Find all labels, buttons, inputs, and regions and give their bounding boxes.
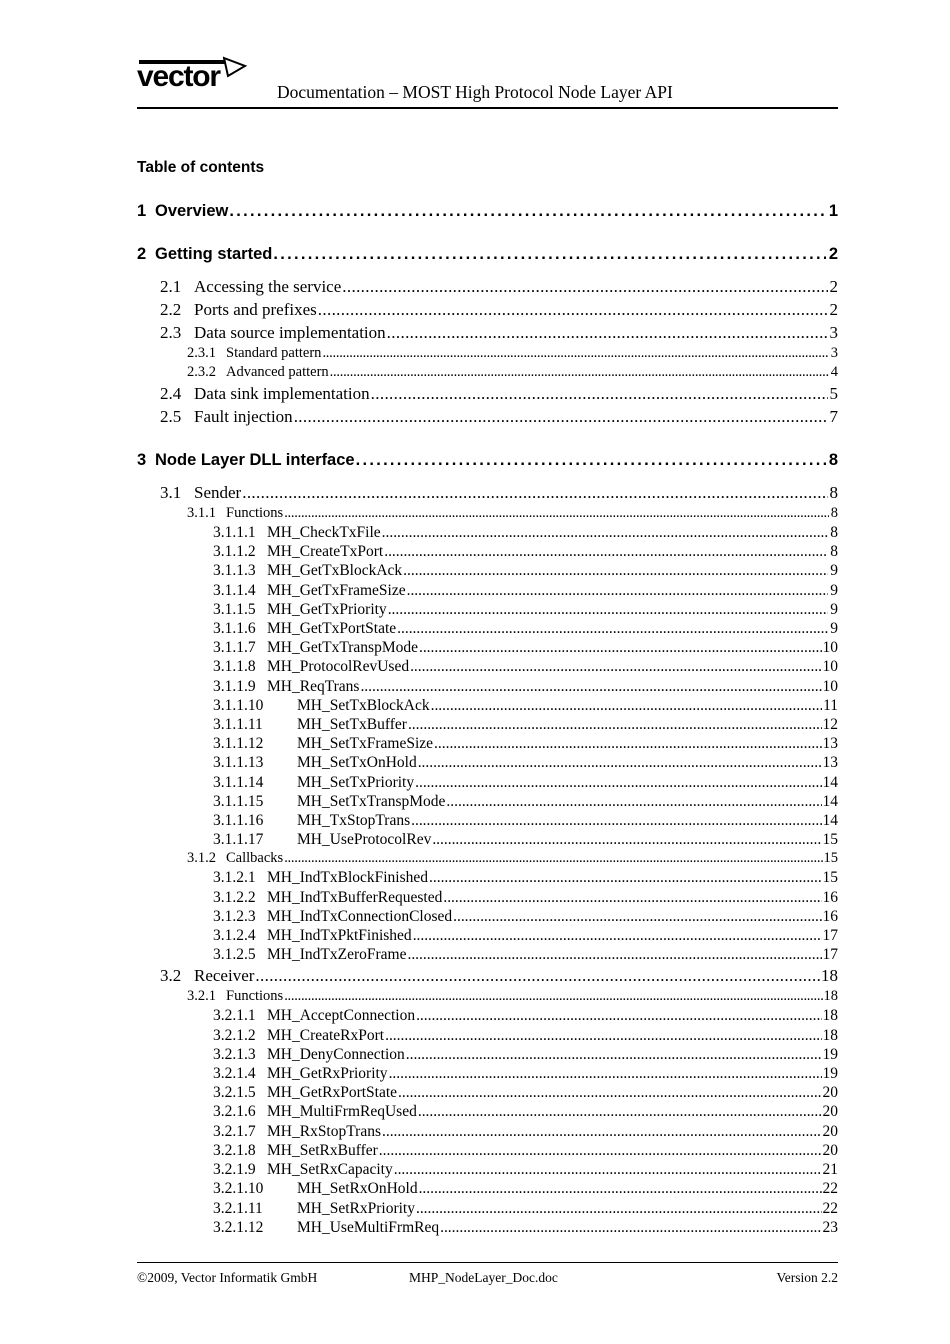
toc-entry-leader-dots [418,1102,822,1121]
toc-entry-number: 3.1.2.1 [213,869,256,887]
toc-entry[interactable] [213,696,838,715]
toc-entry-label: MH_IndTxPktFinished [267,927,412,945]
toc-entry-number: 3.1.1.3 [213,562,256,580]
toc-entry[interactable] [213,1199,838,1218]
toc-entry-page-number: 20 [822,1141,838,1159]
toc-entry[interactable] [213,734,838,753]
toc-entry-number: 3.1.2.5 [213,946,256,964]
toc-entry-number: 3.1.1.13 [213,754,264,772]
toc-entry-list [137,201,838,1237]
toc-entry-leader-dots [385,1026,821,1045]
toc-entry[interactable] [213,542,838,561]
toc-entry[interactable] [213,1160,838,1179]
toc-entry-number: 3.1.2.4 [213,927,256,945]
toc-entry[interactable] [160,405,838,428]
toc-entry-leader-dots [318,298,828,321]
footer-version: Version 2.2 [776,1270,838,1285]
toc-entry[interactable] [213,677,838,696]
toc-entry-label: Data sink implementation [194,384,370,403]
toc-entry-leader-dots [407,581,828,600]
toc-entry[interactable] [213,926,838,945]
toc-entry-label: MH_SetTxFrameSize [297,735,434,753]
toc-entry-leader-dots [413,926,822,945]
toc-entry-leader-dots [446,792,821,811]
toc-entry-label: Standard pattern [226,345,322,361]
toc-entry[interactable] [213,1141,838,1160]
toc-entry-number: 3.2.1.5 [213,1084,256,1102]
toc-entry-page-number: 15 [823,850,838,867]
toc-entry-page-number: 3 [830,345,838,361]
toc-entry[interactable] [213,561,838,580]
toc-entry-page-number: 19 [822,1065,838,1083]
toc-entry-number: 3.2.1.11 [213,1199,263,1217]
toc-entry[interactable] [213,1006,838,1025]
toc-entry-page-number: 11 [823,696,838,714]
toc-entry-page-number: 2 [828,245,838,263]
toc-entry[interactable] [213,888,838,907]
header-title: Documentation – MOST High Protocol Node Layer API [277,82,673,102]
toc-entry[interactable] [213,638,838,657]
toc-entry-label: MH_RxStopTrans [267,1122,381,1140]
toc-entry-number: 2 [137,245,147,263]
toc-entry-leader-dots [408,715,822,734]
toc-entry-number: 3.1.1.1 [213,524,256,541]
toc-entry-number: 3.1.2.3 [213,907,256,925]
toc-entry-leader-dots [382,523,828,542]
toc-entry-number: 3.1.1.5 [213,600,256,618]
toc-entry-page-number: 8 [830,505,838,521]
toc-entry-number: 3.1.1.8 [213,658,256,676]
toc-entry-page-number: 14 [822,773,838,791]
toc-entry-label: MH_AcceptConnection [267,1007,416,1025]
toc-entry-label: Overview [155,202,229,220]
toc-entry-label: Node Layer DLL interface [155,451,355,469]
toc-entry[interactable] [160,481,838,504]
toc-entry[interactable] [160,321,838,344]
toc-entry-leader-dots [416,1006,821,1025]
toc-entry-page-number: 13 [822,735,838,753]
toc-entry-number: 3.1.1.11 [213,716,263,734]
toc-entry-number: 3.2 [160,966,182,986]
toc-entry-page-number: 18 [822,1007,838,1025]
toc-entry-label: Getting started [155,245,273,263]
toc-entry-page-number: 12 [822,716,838,734]
toc-entry-page-number: 9 [830,562,838,580]
toc-entry-leader-dots [284,987,822,1006]
toc-entry-leader-dots [342,275,828,298]
logo-wordmark: vector [137,60,220,93]
footer-filename: MHP_NodeLayer_Doc.doc [409,1270,558,1285]
toc-entry[interactable] [213,907,838,926]
toc-entry-label: MH_SetRxBuffer [267,1141,378,1159]
toc-entry[interactable] [137,201,838,222]
toc-entry-page-number: 16 [822,907,838,925]
toc-entry-label: MH_ProtocolRevUsed [267,658,410,676]
toc-entry-page-number: 14 [822,792,838,810]
toc-entry-page-number: 3 [829,323,838,342]
toc-entry-leader-dots [394,1160,822,1179]
toc-entry-label: MH_GetTxPriority [267,600,387,618]
toc-entry-number: 3.2.1.12 [213,1218,264,1236]
toc-entry-leader-dots [387,321,828,344]
toc-entry[interactable] [187,849,838,868]
toc-entry-number: 3.1.2 [187,850,216,867]
toc-entry-leader-dots [388,600,828,619]
toc-entry-label: Accessing the service [194,277,342,296]
toc-entry-page-number: 9 [830,581,838,599]
toc-entry-label: Advanced pattern [226,364,329,380]
toc-entry-label: MH_SetTxTranspMode [297,792,446,810]
toc-entry-page-number: 22 [822,1199,838,1217]
toc-entry-leader-dots [384,542,828,561]
toc-entry-leader-dots [242,481,828,504]
toc-entry-label: Data source implementation [194,323,386,342]
toc-entry-leader-dots [418,753,822,772]
toc-entry-leader-dots [431,696,822,715]
toc-entry[interactable] [137,244,838,265]
toc-entry-leader-dots [453,907,821,926]
toc-entry-number: 2.1 [160,277,182,296]
toc-entry[interactable] [213,715,838,734]
toc-entry-number: 3.2.1.3 [213,1045,256,1063]
toc-entry-page-number: 20 [822,1103,838,1121]
toc-entry-label: Ports and prefixes [194,300,317,319]
toc-entry-leader-dots [330,363,829,382]
footer-divider [137,1262,838,1263]
toc-entry-page-number: 21 [822,1161,838,1179]
page-header [137,50,838,110]
toc-entry-page-number: 2 [829,277,838,296]
toc-entry-number: 3.1.1.14 [213,773,264,791]
toc-entry-page-number: 16 [822,888,838,906]
toc-entry[interactable] [160,298,838,321]
toc-entry-number: 3.2.1.10 [213,1180,264,1198]
toc-entry[interactable] [213,868,838,887]
toc-entry[interactable] [137,450,838,471]
toc-entry[interactable] [187,344,838,363]
toc-entry-number: 2.2 [160,300,182,319]
toc-entry-leader-dots [432,830,821,849]
toc-entry-label: Callbacks [226,850,284,867]
toc-entry-number: 3.1.1.7 [213,639,256,657]
toc-entry-number: 2.3.1 [187,345,216,361]
toc-entry-number: 3.1.1.9 [213,677,256,695]
toc-entry-label: MH_IndTxBufferRequested [267,888,443,906]
toc-entry-number: 3.2.1.1 [213,1007,256,1025]
toc-entry[interactable] [213,1179,838,1198]
toc-entry-page-number: 18 [823,988,838,1005]
toc-entry-number: 3.1.1.15 [213,792,264,810]
toc-entry-label: MH_SetTxBlockAck [297,696,430,714]
toc-entry-page-number: 18 [822,1026,838,1044]
toc-entry-page-number: 1 [828,202,838,220]
toc-entry-leader-dots [389,1064,822,1083]
toc-entry-number: 3.1.1.16 [213,812,264,830]
toc-entry-page-number: 17 [822,927,838,945]
toc-entry-number: 3.1.1.10 [213,696,264,714]
toc-entry-number: 2.5 [160,407,182,426]
toc-entry-number: 3.1.1.6 [213,620,256,638]
toc-entry[interactable] [213,830,838,849]
toc-entry[interactable] [213,581,838,600]
toc-entry-leader-dots [284,504,829,523]
toc-entry-page-number: 7 [829,407,838,426]
toc-entry-leader-dots [294,405,828,428]
toc-entry-number: 3.2.1.8 [213,1141,256,1159]
toc-entry-label: MH_CheckTxFile [267,524,381,541]
toc-entry-label: MH_UseMultiFrmReq [297,1218,440,1236]
toc-entry-page-number: 17 [822,946,838,964]
toc-entry[interactable] [213,619,838,638]
toc-entry[interactable] [213,792,838,811]
toc-entry-page-number: 2 [829,300,838,319]
toc-entry-page-number: 5 [829,384,838,403]
toc-entry-label: MH_CreateTxPort [267,543,384,561]
toc-entry-leader-dots [382,1122,822,1141]
toc-entry-label: MH_CreateRxPort [267,1026,385,1044]
toc-entry-number: 2.3.2 [187,364,216,380]
toc-entry-label: Receiver [194,966,255,986]
toc-entry[interactable] [213,1122,838,1141]
toc-entry-number: 2.3 [160,323,182,342]
toc-entry-page-number: 18 [821,966,838,986]
toc-entry-page-number: 15 [822,869,838,887]
toc-entry-label: Sender [194,483,242,502]
toc-entry-number: 3.2.1.6 [213,1103,256,1121]
toc-entry[interactable] [213,1102,838,1121]
toc-entry-label: Fault injection [194,407,293,426]
toc-entry-label: MH_DenyConnection [267,1045,405,1063]
toc-entry[interactable] [213,1083,838,1102]
footer-copyright: ©2009, Vector Informatik GmbH [137,1270,318,1285]
toc-entry-leader-dots [429,868,821,887]
toc-entry-leader-dots [411,811,821,830]
toc-entry-label: MH_GetRxPortState [267,1084,398,1102]
toc-entry-page-number: 20 [822,1122,838,1140]
toc-entry-page-number: 8 [828,451,838,469]
toc-entry-label: MH_GetTxPortState [267,620,397,638]
toc-entry-page-number: 8 [829,483,838,502]
toc-entry-page-number: 19 [822,1045,838,1063]
toc-entry-label: MH_ReqTrans [267,677,360,695]
toc-entry-number: 3.2.1 [187,988,216,1005]
toc-entry-label: MH_SetTxOnHold [297,754,417,772]
toc-entry[interactable] [213,657,838,676]
toc-entry[interactable] [213,773,838,792]
toc-entry-number: 3.1.1 [187,505,216,521]
toc-entry-label: MH_UseProtocolRev [297,831,432,849]
toc-entry-leader-dots [273,244,826,265]
toc-heading: Table of contents [137,159,265,176]
toc-entry-leader-dots [407,945,821,964]
toc-entry-page-number: 8 [830,524,838,541]
header-divider [137,107,838,109]
toc-entry[interactable] [213,600,838,619]
toc-entry[interactable] [160,275,838,298]
toc-entry-number: 1 [137,202,147,220]
toc-entry-leader-dots [419,1179,822,1198]
toc-entry[interactable] [213,1218,838,1237]
toc-entry-label: MH_GetTxFrameSize [267,581,406,599]
toc-entry-label: MH_IndTxConnectionClosed [267,907,453,925]
toc-entry-leader-dots [397,619,828,638]
toc-entry-page-number: 9 [830,620,838,638]
toc-entry-page-number: 9 [830,600,838,618]
toc-entry-leader-dots [406,1045,822,1064]
toc-entry[interactable] [213,523,838,542]
toc-entry-page-number: 4 [830,364,838,380]
toc-entry-number: 3.1.1.2 [213,543,256,561]
toc-entry[interactable] [160,964,838,987]
toc-entry-label: MH_SetTxBuffer [297,716,407,734]
toc-entry-number: 3.2.1.2 [213,1026,256,1044]
table-of-contents [137,158,838,1237]
toc-entry-page-number: 8 [830,543,838,561]
toc-entry-number: 3 [137,451,147,469]
toc-entry-leader-dots [440,1218,821,1237]
toc-entry[interactable] [213,945,838,964]
toc-entry-number: 3.2.1.7 [213,1122,256,1140]
toc-entry-label: Functions [226,505,284,521]
toc-entry-number: 3.2.1.9 [213,1161,256,1179]
toc-entry-number: 3.2.1.4 [213,1065,256,1083]
toc-entry[interactable] [213,753,838,772]
toc-entry-number: 3.1.1.12 [213,735,264,753]
toc-entry[interactable] [213,1064,838,1083]
toc-entry-page-number: 10 [822,658,838,676]
toc-entry-number: 3.1.2.2 [213,888,256,906]
toc-entry[interactable] [187,987,838,1006]
toc-entry-leader-dots [284,849,822,868]
toc-entry-leader-dots [229,201,826,222]
toc-entry-page-number: 20 [822,1084,838,1102]
toc-entry-page-number: 22 [822,1180,838,1198]
toc-entry-leader-dots [322,344,829,363]
toc-entry-leader-dots [255,964,820,987]
toc-entry[interactable] [213,1045,838,1064]
toc-entry-page-number: 13 [822,754,838,772]
toc-entry-label: Functions [226,988,284,1005]
toc-entry[interactable] [213,1026,838,1045]
toc-entry-leader-dots [356,450,826,471]
toc-entry-leader-dots [434,734,821,753]
toc-entry[interactable] [213,811,838,830]
toc-entry[interactable] [160,382,838,405]
toc-entry-label: MH_IndTxBlockFinished [267,869,429,887]
toc-entry-label: MH_SetTxPriority [297,773,415,791]
toc-entry-leader-dots [379,1141,822,1160]
toc-entry-number: 2.4 [160,384,182,403]
toc-entry-leader-dots [410,657,821,676]
toc-entry-label: MH_MultiFrmReqUsed [267,1103,417,1121]
toc-entry-number: 3.1.1.17 [213,831,264,849]
toc-entry-leader-dots [371,382,828,405]
toc-entry-label: MH_GetTxTranspMode [267,639,418,657]
toc-entry-label: MH_SetRxOnHold [297,1180,418,1198]
toc-entry[interactable] [187,504,838,523]
toc-entry-page-number: 14 [822,812,838,830]
toc-entry-leader-dots [416,1199,822,1218]
toc-entry-page-number: 10 [822,677,838,695]
toc-entry-label: MH_TxStopTrans [297,812,411,830]
toc-entry-leader-dots [419,638,822,657]
toc-entry-label: MH_GetTxBlockAck [267,562,403,580]
toc-entry-label: MH_SetRxCapacity [267,1161,393,1179]
toc-entry-number: 3.1.1.4 [213,581,256,599]
toc-entry-page-number: 15 [822,831,838,849]
toc-entry-page-number: 23 [822,1218,838,1236]
toc-entry-label: MH_GetRxPriority [267,1065,388,1083]
toc-entry-leader-dots [443,888,821,907]
toc-entry-number: 3.1 [160,483,182,502]
toc-entry-label: MH_IndTxZeroFrame [267,946,407,964]
toc-entry-page-number: 10 [822,639,838,657]
toc-entry-leader-dots [360,677,821,696]
toc-entry-leader-dots [403,561,828,580]
toc-entry-leader-dots [415,773,821,792]
toc-entry-leader-dots [398,1083,821,1102]
toc-entry-label: MH_SetRxPriority [297,1199,415,1217]
page-footer [137,1269,838,1289]
vector-logo [137,54,247,96]
toc-entry[interactable] [187,363,838,382]
